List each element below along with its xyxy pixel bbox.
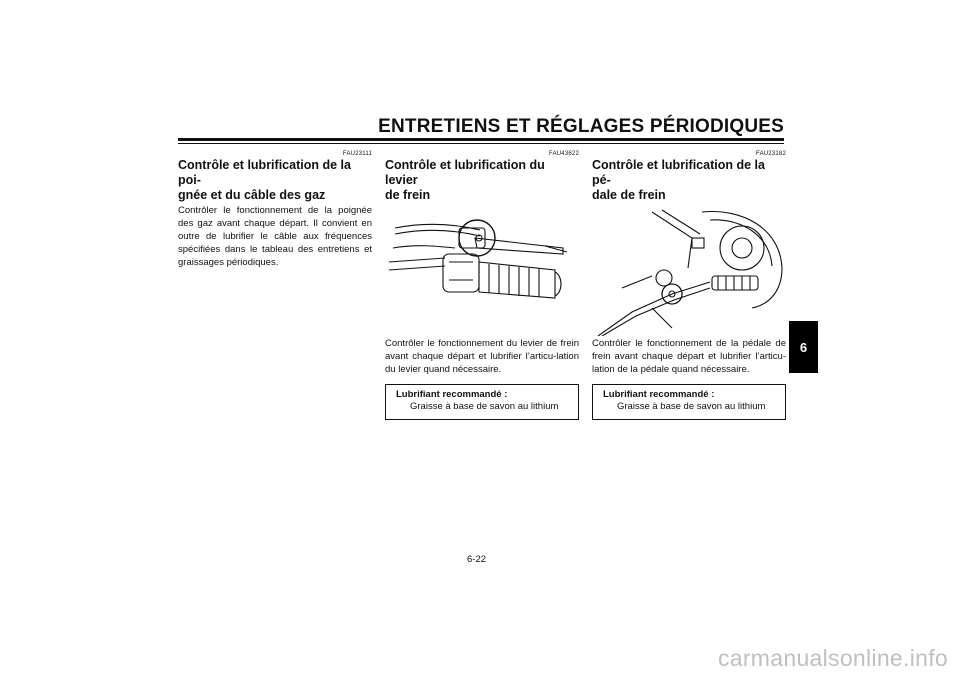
section-heading-line: dale de frein [592, 188, 666, 202]
section-heading [592, 158, 786, 203]
section-heading-line: de frein [385, 188, 431, 202]
brake-lever-illustration [385, 208, 579, 336]
section-code: FAU23182 [756, 151, 786, 157]
section-heading-line: gnée et du câble des gaz [178, 188, 326, 202]
section-brake-pedal [592, 150, 786, 420]
section-body: Contrôler le fonctionnement de la poignée des gaz avant chaque départ. Il convient en outre de lubrifier le câble aux fréquences spécifiées dans le tableau des entretiens et graissages périodiques. [178, 205, 372, 268]
lubricant-value: Graisse à base de savon au lithium [410, 401, 559, 412]
section-heading-line: Contrôle et lubrification de la pé- [592, 158, 765, 187]
page-number: 6-22 [467, 554, 487, 565]
section-throttle [178, 150, 372, 269]
section-heading-line: Contrôle et lubrification de la poi- [178, 158, 351, 187]
watermark: carmanualsonline.info [717, 645, 948, 671]
chapter-tab: 6 [789, 321, 818, 373]
lubricant-box [592, 384, 786, 420]
section-code: FAU23111 [342, 151, 372, 157]
lubricant-box [385, 384, 579, 420]
header-rule-thin [178, 143, 784, 144]
section-code: FAU43622 [549, 151, 579, 157]
lubricant-label: Lubrifiant recommandé : [603, 389, 715, 400]
lubricant-label: Lubrifiant recommandé : [396, 389, 508, 400]
lubricant-value: Graisse à base de savon au lithium [617, 401, 766, 412]
page-header-title: ENTRETIENS ET RÉGLAGES PÉRIODIQUES [378, 116, 784, 137]
section-body: Contrôler le fonctionnement du levier de frein avant chaque départ et lubrifier l’articu-lation du levier quand nécessaire. [385, 338, 579, 375]
section-body: Contrôler le fonctionnement de la pédale de frein avant chaque départ et lubrifier l’articu-lation de la pédale quand nécessaire. [592, 338, 786, 375]
section-heading [178, 158, 372, 203]
header-rule [178, 138, 784, 141]
brake-pedal-illustration [592, 208, 786, 336]
section-brake-lever [385, 150, 579, 420]
section-heading-line: Contrôle et lubrification du levier [385, 158, 545, 187]
section-heading [385, 158, 579, 203]
